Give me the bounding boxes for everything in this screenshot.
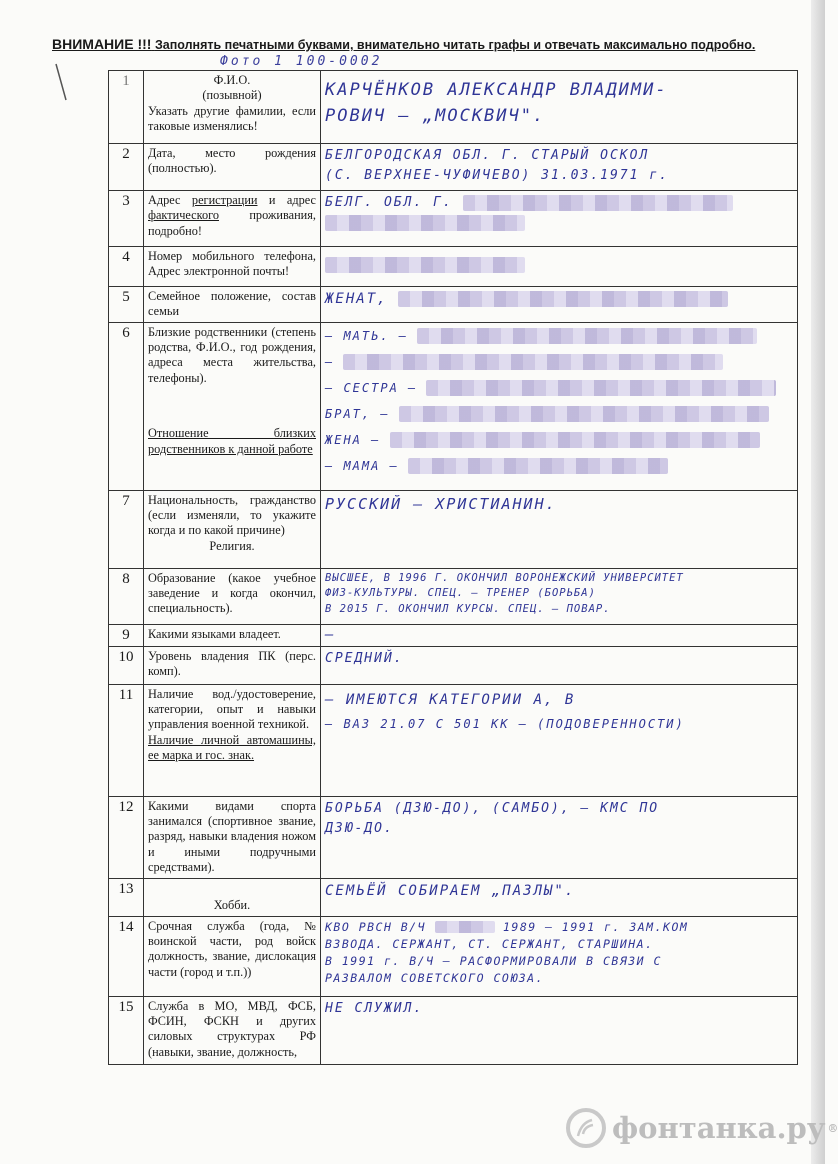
questionnaire-table: [108, 70, 798, 1065]
row-number: 14: [109, 916, 144, 996]
redacted-block: [390, 432, 760, 448]
answer-cell: [321, 287, 798, 323]
answer-line: НЕ СЛУЖИЛ.: [325, 1000, 424, 1016]
answer-cell: [321, 144, 798, 191]
answer-cell: [321, 684, 798, 796]
row-number: 3: [109, 191, 144, 247]
logo-emblem-icon: [566, 1108, 606, 1148]
row-label: Служба в МО, МВД, ФСБ, ФСИН, ФСКН и других силовых структурах РФ (навыки, звание, должность,: [144, 996, 321, 1064]
answer-cell: [321, 796, 798, 878]
row-label: [144, 878, 321, 916]
answer-cell: [321, 996, 798, 1064]
row-number: 5: [109, 287, 144, 323]
answer-cell: [321, 568, 798, 624]
answer-cell: [321, 878, 798, 916]
row-label: [144, 191, 321, 247]
row-label: [144, 684, 321, 796]
answer-text: 1989 — 1991 г. ЗАМ.КОМ: [502, 919, 689, 934]
answer-line: СЕМЬЁЙ СОБИРАЕМ „ПАЗЛЫ".: [325, 882, 576, 899]
answer-line: [325, 193, 793, 213]
registered-mark: ®: [827, 1121, 838, 1135]
label-text: проживания, подробно!: [148, 208, 316, 238]
answer-cell: [321, 322, 798, 490]
row-label: [144, 322, 321, 490]
answer-line: СРЕДНИЙ.: [325, 650, 404, 666]
redacted-block: [399, 406, 769, 422]
label-underlined: регистрации: [191, 193, 258, 207]
warning-label: ВНИМАНИЕ !!!: [52, 36, 152, 52]
fontanka-logo: [566, 1108, 838, 1148]
label-text: Адрес: [148, 193, 192, 207]
redacted-block: [325, 257, 525, 273]
answer-line: БОРЬБА (ДЗЮ-ДО), (САМБО), — КМС ПО: [325, 800, 660, 816]
label-text: Наличие вод./удостоверение, категории, опыт и навыки управления военной техникой.: [148, 686, 316, 732]
row-label: Семейное положение, состав семьи: [144, 287, 321, 323]
table-row: [109, 878, 798, 916]
answer-line: РОВИЧ — „МОСКВИЧ".: [325, 106, 546, 127]
answer-line: [325, 213, 793, 233]
photo-note: Фото 1 100-0002: [220, 54, 383, 69]
label-line: Ф.И.О.: [213, 73, 251, 87]
row-number: 13: [109, 878, 144, 916]
answer-cell: [321, 71, 798, 144]
answer-line: [325, 249, 793, 277]
row-number: 4: [109, 247, 144, 287]
answer-line: [325, 323, 793, 349]
row-label: Номер мобильного телефона, Адрес электронной почты!: [144, 247, 321, 287]
row-label: Какими видами спорта занимался (спортивное звание, разряд, навыки владения ножом и иными подручными средствами).: [144, 796, 321, 878]
answer-line: [325, 401, 793, 427]
table-row: [109, 71, 798, 144]
answer-line: [325, 289, 793, 311]
answer-cell: [321, 247, 798, 287]
answer-line: РУССКИЙ — ХРИСТИАНИН.: [325, 494, 557, 513]
redacted-block: [325, 215, 525, 231]
label-text: Близкие родственники (степень родства, Ф.И.О., год рождения, адреса места жительства, телефоны).: [148, 324, 316, 385]
table-row: [109, 247, 798, 287]
answer-line: —: [325, 626, 336, 643]
label-underlined: фактического: [148, 208, 219, 223]
label-line: Хобби.: [213, 898, 251, 913]
table-row: [109, 144, 798, 191]
label-underlined: Отношение близких родственников к данной работе: [148, 426, 316, 456]
form-header: [52, 36, 812, 52]
answer-line: — ВАЗ 21.07 С 501 КК — (ПОДОВЕРЕННОСТИ): [325, 717, 685, 732]
answer-line: ВЫСШЕЕ, В 1996 Г. ОКОНЧИЛ ВОРОНЕЖСКИЙ УНИВЕРСИТЕТ: [325, 571, 684, 584]
row-number: 8: [109, 568, 144, 624]
answer-cell: [321, 916, 798, 996]
row-number: 1: [109, 71, 144, 144]
answer-cell: [321, 646, 798, 684]
row-label: Дата, место рождения (полностью).: [144, 144, 321, 191]
row-label: Уровень владения ПК (перс. комп).: [144, 646, 321, 684]
row-number: 7: [109, 490, 144, 568]
table-row: [109, 322, 798, 490]
table-row: [109, 684, 798, 796]
row-number: 10: [109, 646, 144, 684]
logo-text: фонтанка.ру: [612, 1111, 826, 1145]
table-row: [109, 490, 798, 568]
table-row: [109, 624, 798, 646]
row-label: [144, 71, 321, 144]
label-text: Указать другие фамилии, если таковые изменялись!: [148, 103, 316, 134]
answer-line: — ИМЕЮТСЯ КАТЕГОРИИ А, В: [325, 691, 576, 708]
label-text: и адрес: [257, 193, 316, 207]
answer-text: — МАМА —: [325, 458, 399, 473]
answer-text: — МАТЬ. —: [325, 328, 409, 343]
row-number: 11: [109, 684, 144, 796]
answer-text: ЖЕНАТ,: [325, 291, 388, 307]
answer-line: [325, 427, 793, 453]
table-row: [109, 796, 798, 878]
answer-line: [325, 453, 793, 479]
redacted-block: [343, 354, 723, 370]
row-number: 9: [109, 624, 144, 646]
row-label: [144, 490, 321, 568]
redacted-block: [417, 328, 757, 344]
row-label: Образование (какое учебное заведение и когда окончил, специальность).: [144, 568, 321, 624]
table-row: [109, 646, 798, 684]
redacted-block: [435, 921, 495, 933]
page-edge: [811, 0, 825, 1164]
answer-text: КВО РВСН В/Ч: [325, 919, 427, 934]
answer-cell: [321, 490, 798, 568]
table-row: [109, 191, 798, 247]
answer-cell: [321, 191, 798, 247]
answer-line: КАРЧЁНКОВ АЛЕКСАНДР ВЛАДИМИ-: [325, 80, 668, 100]
answer-text: ЖЕНА —: [325, 432, 381, 447]
redacted-block: [398, 291, 728, 307]
answer-line: БЕЛГОРОДСКАЯ ОБЛ. Г. СТАРЫЙ ОСКОЛ: [325, 148, 650, 163]
row-label: Срочная служба (года, № воинской части, род войск должность, звание, дислокация части (город и т.п.)): [144, 916, 321, 996]
answer-line: В 2015 Г. ОКОНЧИЛ КУРСЫ. СПЕЦ. — ПОВАР.: [325, 603, 611, 616]
answer-text: — СЕСТРА —: [325, 380, 418, 395]
answer-line: [325, 349, 793, 375]
answer-line: (С. ВЕРХНЕЕ-ЧУФИЧЕВО) 31.03.1971 г.: [325, 168, 669, 184]
answer-line: ДЗЮ-ДО.: [325, 820, 394, 836]
table-row: [109, 996, 798, 1064]
answer-line: РАЗВАЛОМ СОВЕТСКОГО СОЮЗА.: [325, 971, 545, 986]
row-number: 6: [109, 322, 144, 490]
answer-text: БРАТ, —: [325, 406, 390, 421]
row-number: 2: [109, 144, 144, 191]
answer-line: ФИЗ-КУЛЬТУРЫ. СПЕЦ. — ТРЕНЕР (БОРЬБА): [325, 587, 596, 600]
answer-line: ВЗВОДА. СЕРЖАНТ, СТ. СЕРЖАНТ, СТАРШИНА.: [325, 936, 654, 951]
row-number: 12: [109, 796, 144, 878]
answer-text: БЕЛГ. ОБЛ. Г.: [325, 195, 453, 210]
label-underlined: Наличие личной автомашины, ее марка и гос. знак.: [148, 732, 316, 763]
row-label: Какими языками владеет.: [144, 624, 321, 646]
answer-text: —: [325, 354, 335, 369]
label-line: Религия.: [209, 538, 255, 553]
table-row: [109, 287, 798, 323]
redacted-block: [463, 195, 733, 211]
table-row: [109, 916, 798, 996]
table-row: [109, 568, 798, 624]
label-line: (позывной): [202, 88, 262, 103]
pen-mark-icon: [54, 62, 68, 102]
row-number: 15: [109, 996, 144, 1064]
answer-line: [325, 919, 793, 936]
redacted-block: [408, 458, 668, 474]
answer-line: [325, 375, 793, 401]
redacted-block: [426, 380, 776, 396]
label-text: Национальность, гражданство (если изменяли, то укажите когда и по какой причине): [148, 492, 316, 538]
instruction-text: Заполнять печатными буквами, внимательно читать графы и отвечать максимально подробно.: [154, 38, 756, 52]
answer-line: В 1991 г. В/Ч — РАСФОРМИРОВАЛИ В СВЯЗИ С: [325, 954, 662, 969]
answer-cell: [321, 624, 798, 646]
